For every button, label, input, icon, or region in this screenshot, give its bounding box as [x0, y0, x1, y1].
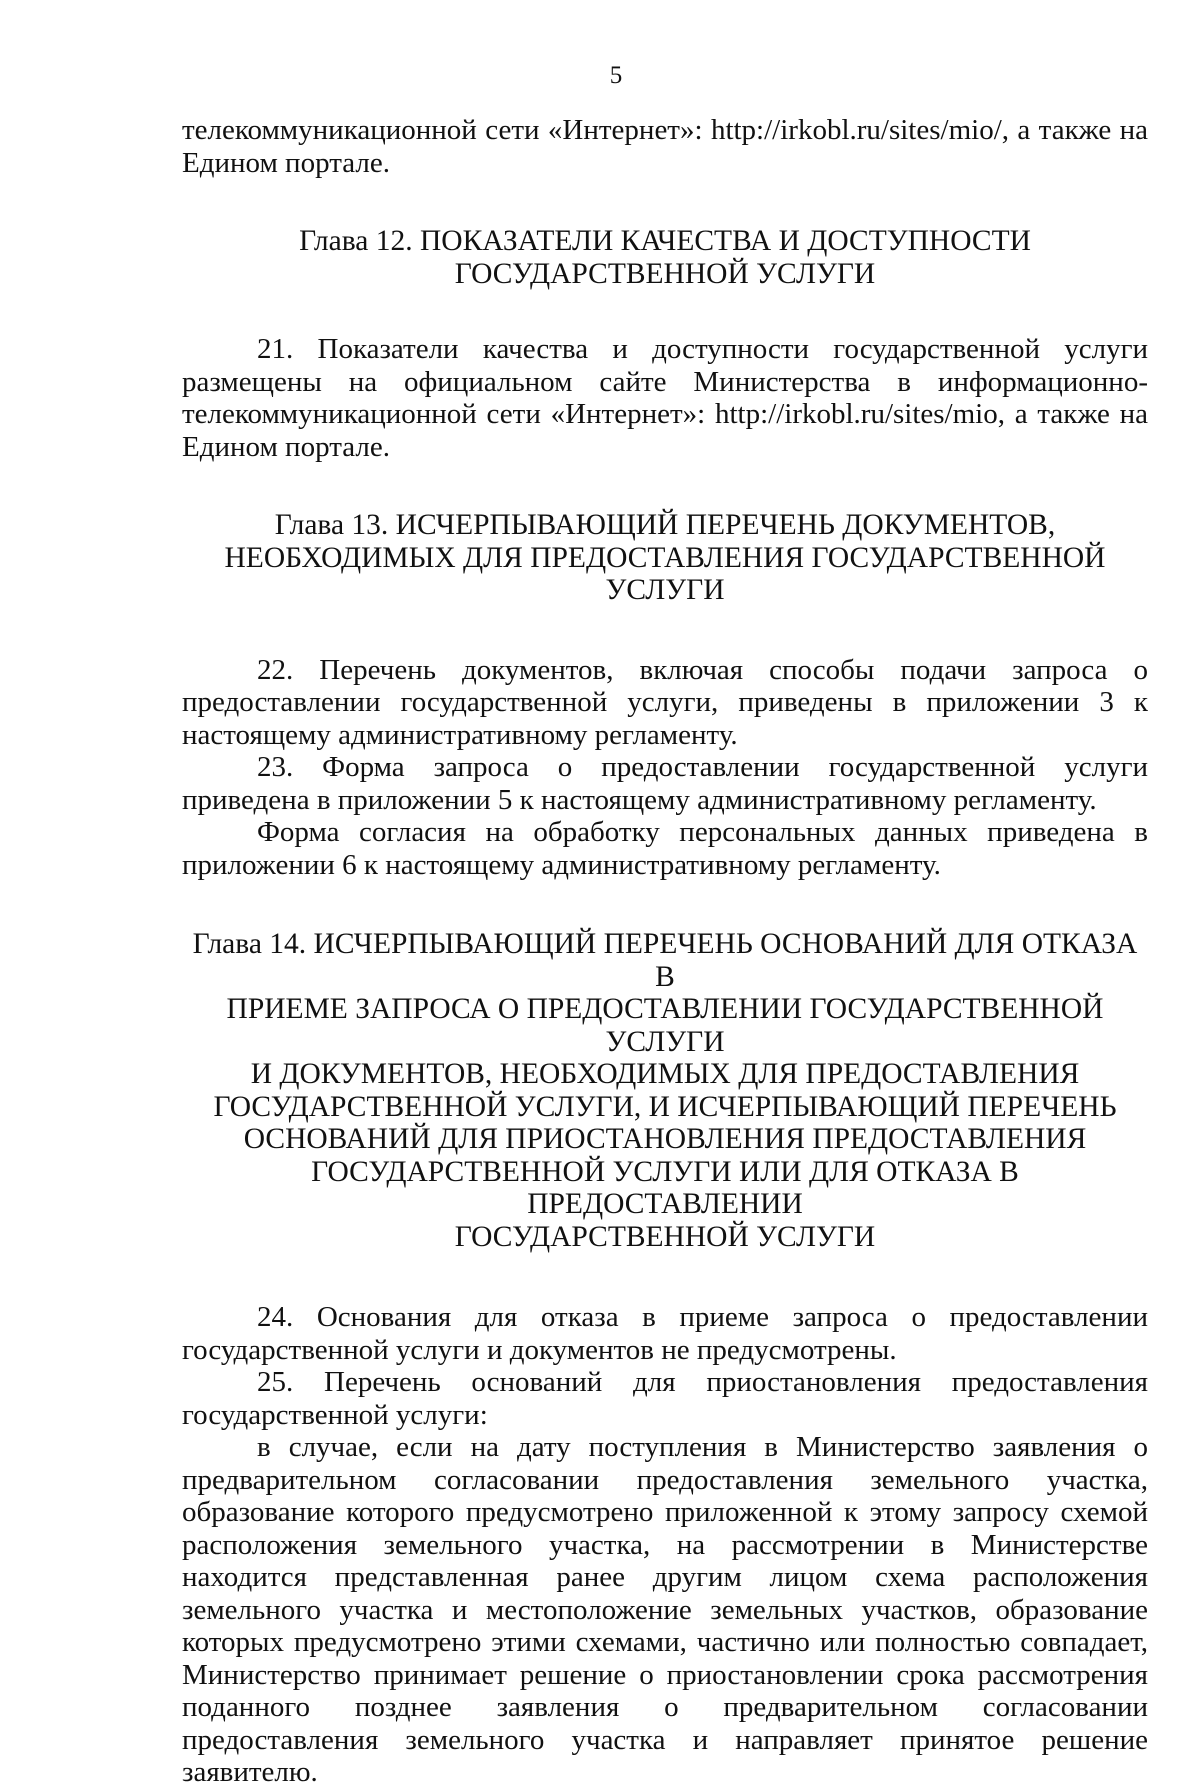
chapter-14-heading-line-6: ГОСУДАРСТВЕННОЙ УСЛУГИ ИЛИ ДЛЯ ОТКАЗА В ПРЕДОСТАВЛЕНИИ: [311, 1155, 1019, 1220]
paragraph-21: 21. Показатели качества и доступности государственной услуги размещены на официальном сайте Министерства в информационно-телекоммуникационной сети «Интернет»: http://irkobl.ru/sites/mio, а также на Едином портале.: [182, 333, 1148, 463]
chapter-13-heading-line-3: УСЛУГИ: [605, 574, 725, 606]
chapter-12-heading-line-2: ГОСУДАРСТВЕННОЙ УСЛУГИ: [454, 257, 876, 290]
chapter-13-heading-line-2: НЕОБХОДИМЫХ ДЛЯ ПРЕДОСТАВЛЕНИЯ ГОСУДАРСТВЕННОЙ: [224, 541, 1106, 574]
paragraph-25: 25. Перечень оснований для приостановления предоставления государственной услуги:: [182, 1366, 1148, 1431]
chapter-14-heading-line-3: И ДОКУМЕНТОВ, НЕОБХОДИМЫХ ДЛЯ ПРЕДОСТАВЛЕНИЯ: [250, 1058, 1080, 1090]
chapter-14-heading-line-5: ОСНОВАНИЙ ДЛЯ ПРИОСТАНОВЛЕНИЯ ПРЕДОСТАВЛЕНИЯ: [243, 1123, 1087, 1155]
paragraph-24: 24. Основания для отказа в приеме запроса о предоставлении государственной услуги и документов не предусмотрены.: [182, 1301, 1148, 1366]
document-body: [182, 114, 1148, 1789]
intro-paragraph: телекоммуникационной сети «Интернет»: http://irkobl.ru/sites/mio/, а также на Едином портале.: [182, 114, 1148, 179]
paragraph-25-case: в случае, если на дату поступления в Министерство заявления о предварительном согласовании предоставления земельного участка, образование которого предусмотрено приложенной к этому запросу схемой расположения земельного участка, на рассмотрении в Министерстве находится представленная ранее другим лицом схема расположения земельного участка и местоположение земельных участков, образование которых предусмотрено этими схемами, частично или полностью совпадает, Министерство принимает решение о приостановлении срока рассмотрения поданного позднее заявления о предварительном согласовании предоставления земельного участка и направляет принятое решение заявителю.: [182, 1431, 1148, 1788]
chapter-13-heading: [182, 509, 1148, 607]
paragraph-23-consent: Форма согласия на обработку персональных данных приведена в приложении 6 к настоящему административному регламенту.: [182, 816, 1148, 881]
chapter-14-heading-line-2: ПРИЕМЕ ЗАПРОСА О ПРЕДОСТАВЛЕНИИ ГОСУДАРСТВЕННОЙ УСЛУГИ: [226, 993, 1104, 1058]
chapter-14-heading: [182, 928, 1148, 1253]
chapter-14-heading-line-1: Глава 14. ИСЧЕРПЫВАЮЩИЙ ПЕРЕЧЕНЬ ОСНОВАНИЙ ДЛЯ ОТКАЗА В: [192, 928, 1138, 993]
chapter-12-heading: [182, 225, 1148, 290]
chapter-12-heading-line-1: Глава 12. ПОКАЗАТЕЛИ КАЧЕСТВА И ДОСТУПНОСТИ: [299, 225, 1031, 257]
chapter-13-heading-line-1: Глава 13. ИСЧЕРПЫВАЮЩИЙ ПЕРЕЧЕНЬ ДОКУМЕНТОВ,: [274, 509, 1056, 541]
chapter-14-heading-line-7: ГОСУДАРСТВЕННОЙ УСЛУГИ: [454, 1220, 876, 1253]
paragraph-23: 23. Форма запроса о предоставлении государственной услуги приведена в приложении 5 к настоящему административному регламенту.: [182, 751, 1148, 816]
page-number: 5: [609, 62, 623, 89]
chapter-14-heading-line-4: ГОСУДАРСТВЕННОЙ УСЛУГИ, И ИСЧЕРПЫВАЮЩИЙ ПЕРЕЧЕНЬ: [213, 1090, 1117, 1123]
paragraph-22: 22. Перечень документов, включая способы подачи запроса о предоставлении государственной услуги, приведены в приложении 3 к настоящему административному регламенту.: [182, 653, 1148, 751]
